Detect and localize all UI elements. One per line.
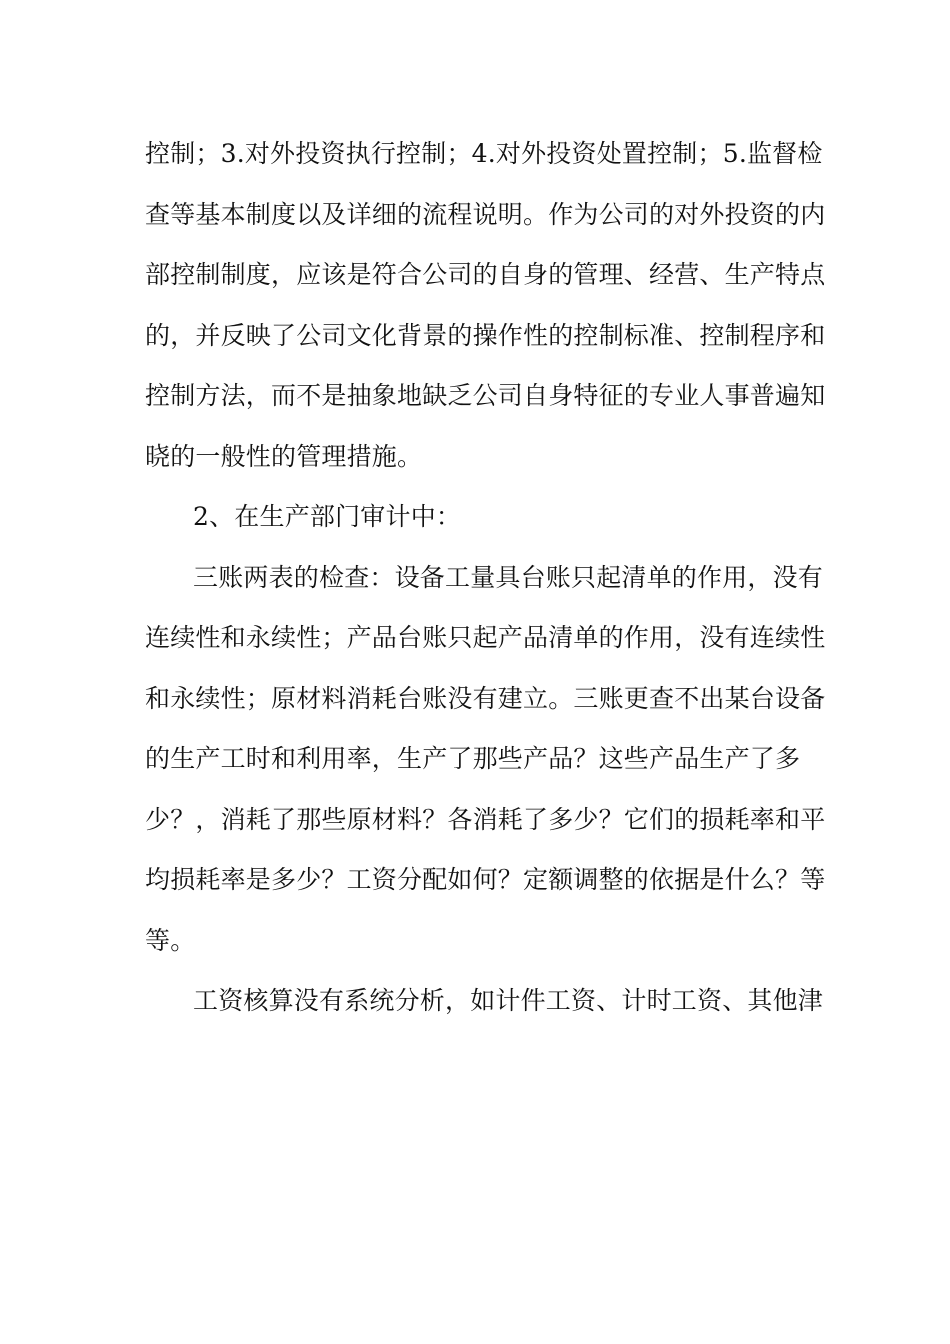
text-line: 和永续性；原材料消耗台账没有建立。三账更查不出某台设备 — [145, 683, 826, 713]
text-line: 均损耗率是多少？工资分配如何？定额调整的依据是什么？等 — [145, 865, 826, 894]
text-line: 连续性和永续性；产品台账只起产品清单的作用，没有连续性 — [145, 623, 826, 652]
text-line: 的，并反映了公司文化背景的操作性的控制标准、控制程序和 — [145, 320, 826, 350]
text-line: 查等基本制度以及详细的流程说明。作为公司的对外投资的内 — [145, 199, 826, 229]
text-line: 部控制制度，应该是符合公司的自身的管理、经营、生产特点 — [145, 260, 826, 289]
text-line: 控制方法，而不是抽象地缺乏公司自身特征的专业人事普遍知 — [145, 381, 826, 410]
body-text — [145, 124, 826, 1032]
text-line: 等。 — [145, 925, 196, 955]
text-line: 晓的一般性的管理措施。 — [145, 441, 423, 471]
text-line: 的生产工时和利用率，生产了那些产品？这些产品生产了多 — [145, 744, 801, 773]
section-heading: 2、在生产部门审计中： — [193, 502, 462, 531]
text-line: 控制；3.对外投资执行控制；4.对外投资处置控制；5.监督检 — [145, 139, 823, 168]
text-line: 工资核算没有系统分析，如计件工资、计时工资、其他津 — [193, 986, 824, 1015]
text-line: 三账两表的检查：设备工量具台账只起清单的作用，没有 — [193, 562, 824, 592]
text-line: 少？，消耗了那些原材料？各消耗了多少？它们的损耗率和平 — [145, 804, 826, 834]
